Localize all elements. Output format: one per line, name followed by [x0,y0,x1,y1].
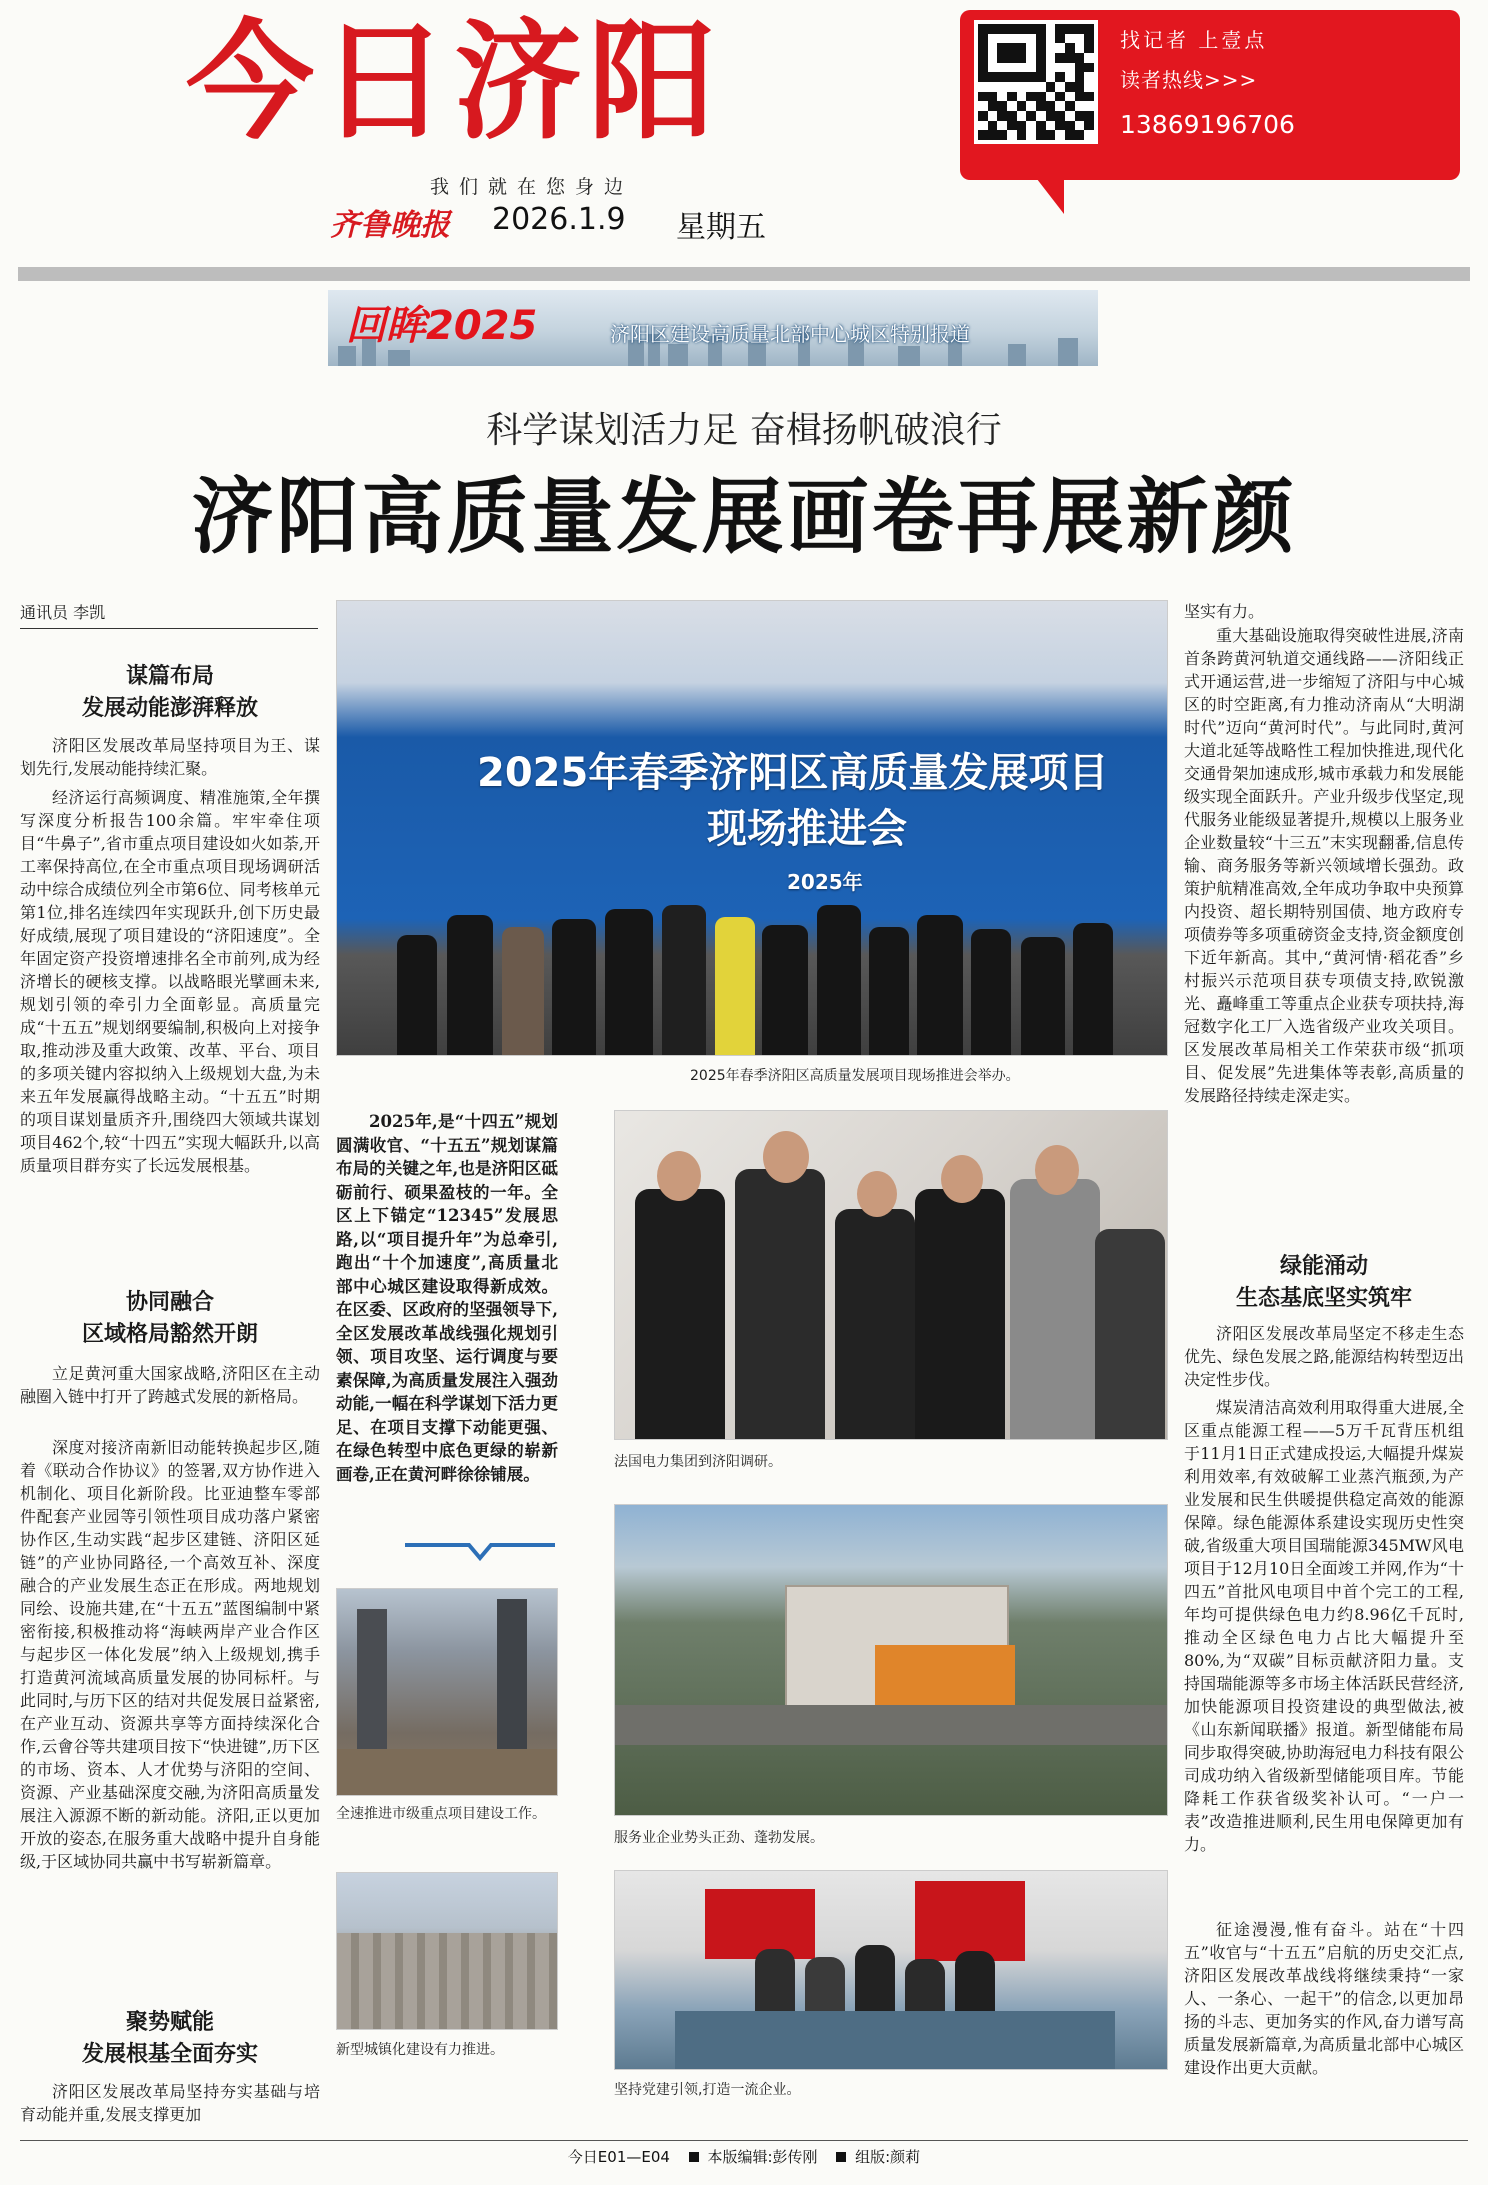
square-bullet-icon [689,2152,699,2162]
section-heading-3-line1: 聚势赋能 [125,2009,214,2035]
hotline-phone[interactable]: 13869196706 [1120,110,1295,139]
masthead-title: 今日济阳 [186,8,723,157]
photo-caption: 2025年春季济阳区高质量发展项目现场推进会举办。 [690,1068,1020,1084]
photo-caption: 坚持党建引领,打造一流企业。 [614,2082,801,2098]
section-heading-3-line2: 发展根基全面夯实 [81,2041,258,2067]
page-footer [0,2146,1488,2172]
footer-layout: 组版:颜莉 [855,2148,921,2166]
section-heading-4-line2: 生态基底坚实筑牢 [1235,1285,1412,1311]
photo-urbanization [336,1872,558,2030]
speech-bubble-tail [1030,170,1064,214]
paragraph: 济阳区发展改革局坚持项目为王、谋划先行,发展动能持续汇聚。 [20,736,320,778]
paragraph: 煤炭清洁高效利用取得重大进展,全区重点能源工程——5万千瓦背压机组于11月1日正式建成投运,大幅提升煤炭利用效率,有效破解工业蒸汽瓶颈,为产业发展和民生供暖提供稳定高效的能源保障。绿色能源体系建设实现历史性突破,省级重大项目国瑞能源345MW风电项目于12月10日全面竣工并网,作为“十四五”首批风电项目中首个完工的工程,年均可提供绿色电力约8.96亿千瓦时,推动全区绿色电力占比大幅提升至80%,为“双碳”目标贡献济阳力量。支持国瑞能源等多市场主体活跃民营经济,加快能源项目投资建设的典型做法,被《山东新闻联播》报道。新型储能布局同步取得突破,协助海冠电力科技有限公司成功纳入省级新型储能项目库。节能降耗工作获省级奖补认可。“一户一表”改造推进顺利,民生用电保障更加有力。 [1184,1398,1464,1854]
paragraph: 济阳区发展改革局坚定不移走生态优先、绿色发展之路,能源结构转型迈出决定性步伐。 [1184,1324,1464,1389]
byline-rule [20,628,318,629]
masthead-rule [18,267,1470,281]
photo-project-construction [336,1588,558,1796]
square-bullet-icon [836,2152,846,2162]
banner-title: 回眸2025 [346,303,538,349]
section-heading-1 [20,660,320,724]
paragraph: 征途漫漫,惟有奋斗。站在“十四五”收官与“十五五”启航的历史交汇点,济阳区发展改革战线将继续秉持“一家人、一条心、一起干”的信念,以更加昂扬的斗志、更加务实的作风,奋力谱写高质量发展新篇章,为高质量北部中心城区建设作出更大贡献。 [1184,1920,1464,2077]
banner-subtitle: 济阳区建设高质量北部中心城区特别报道 [610,322,970,346]
photo-caption: 新型城镇化建设有力推进。 [336,2042,504,2058]
masthead-slogan: 我们就在您身边 [430,176,634,198]
photo-edf-visit [614,1110,1168,1440]
paragraph: 济阳区发展改革局坚持夯实基础与培育动能并重,发展支撑更加 [20,2082,320,2124]
stage-banner-line2: 现场推进会 [707,806,907,852]
qr-tagline: 找记者 上壹点 [1120,28,1268,52]
paper-name-logo: 齐鲁晚报 [330,208,450,243]
buildings-graphic [337,1933,558,2030]
issue-date: 2026.1.9 [492,202,626,237]
article-headline: 济阳高质量发展画卷再展新颜 [191,469,1297,565]
section-heading-3 [20,2006,320,2070]
section-heading-4-line1: 绿能涌动 [1279,1253,1368,1279]
stage-banner-year: 2025年 [787,870,863,894]
photo-caption: 法国电力集团到济阳调研。 [614,1454,782,1470]
road-graphic [615,1705,1168,1745]
paragraph: 经济运行高频调度、精准施策,全年撰写深度分析报告100余篇。牢牢牵住项目“牛鼻子”,省市重点项目建设如火如荼,开工率保持高位,在全市重点项目现场调研活动中综合成绩位列全市第6位、同考核单元第1位,排名连续四年实现跃升,创下历史最好成绩,展现了项目建设的“济阳速度”。全年固定资产投资增速排名全市前列,成为经济增长的硬核支撑。以战略眼光擘画未来,规划引领的牵引力全面彰显。高质量完成“十五五”规划纲要编制,积极向上对接争取,推动涉及重大政策、改革、平台、项目的多项关键内容拟纳入上级规划大盘,为未来五年发展赢得战略主动。“十五五”时期的项目谋划量质齐升,围绕四大领域共谋划项目462个,较“十四五”实现大幅跃升,以高质量项目群夯实了长远发展根基。 [20,788,320,1175]
qr-code-icon[interactable] [974,20,1098,144]
section-heading-2 [20,1286,320,1350]
photo-caption: 全速推进市级重点项目建设工作。 [336,1806,546,1822]
photo-service-enterprise [614,1504,1168,1816]
section-heading-2-line1: 协同融合 [125,1289,214,1315]
section-heading-1-line1: 谋篇布局 [125,663,214,689]
issue-weekday: 星期五 [676,210,766,245]
photo-caption: 服务业企业势头正劲、蓬勃发展。 [614,1830,824,1846]
section-heading-1-line2: 发展动能澎湃释放 [81,695,258,721]
paragraph: 深度对接济南新旧动能转换起步区,随着《联动合作协议》的签署,双方协作进入机制化、项目化新阶段。比亚迪整车零部件配套产业园等引领性项目成功落户紧密协作区,生动实践“起步区建链、济阳区延链”的产业协同路径,一个高效互补、深度融合的产业发展生态正在形成。两地规划同绘、设施共建,在“十五五”蓝图编制中紧密衔接,积极推动将“海峡两岸产业合作区与起步区一体化发展”纳入上级规划,携手打造黄河流域高质量发展的协同标杆。与此同时,与历下区的结对共促发展日益紧密,在产业互动、资源共享等方面持续深化合作,云會谷等共建项目按下“快进键”,历下区的市场、资本、人才优势与济阳的空间、资源、产业基础深度交融,为济阳高质量发展注入源源不断的新动能。济阳,正以更加开放的姿态,在服务重大战略中提升自身能级,于区域协同共赢中书写崭新篇章。 [20,1438,320,1871]
hotline-label: 读者热线>>> [1120,68,1258,92]
photo-project-conference [336,600,1168,1056]
lead-paragraph: 2025年,是“十四五”规划圆满收官、“十五五”规划谋篇布局的关键之年,也是济阳区砥砺前行、硕果盈枝的一年。全区上下锚定“12345”发展思路,以“项目提升年”为总牵引,跑出“十个加速度”,高质量北部中心城区建设取得新成效。在区委、区政府的坚强领导下,全区发展改革战线强化规划引领、项目攻坚、运行调度与要素保障,为高质量发展注入强劲动能,一幅在科学谋划下活力更足、在项目支撑下动能更强、在绿色转型中底色更绿的崭新画卷,正在黄河畔徐徐铺展。 [336,1112,558,1484]
section-heading-2-line2: 区域格局豁然开朗 [81,1321,258,1347]
paragraph: 立足黄河重大国家战略,济阳区在主动融圈入链中打开了跨越式发展的新格局。 [20,1364,320,1406]
section-heading-4 [1184,1250,1464,1314]
party-emblem-wall [705,1889,815,1959]
slogan-wall [915,1881,1025,1961]
stage-banner-line1: 2025年春季济阳区高质量发展项目 [477,750,1109,796]
paragraph: 重大基础设施取得突破性进展,济南首条跨黄河轨道交通线路——济阳线正式开通运营,进一步缩短了济阳与中心城区的时空距离,有力推动济南从“大明湖时代”迈向“黄河时代”。与此同时,黄河大道北延等战略性工程加快推进,现代化交通骨架加速成形,城市承载力和发展能级实现全面跃升。产业升级步伐坚定,现代服务业能级显著提升,规模以上服务业企业数量较“十三五”末实现翻番,信息传输、商务服务等新兴领域增长强劲。政策护航精准高效,全年成功争取中央预算内投资、超长期特别国债、地方政府专项债券等多项重磅资金支持,资金额度创下近年新高。其中,“黄河情·稻花香”乡村振兴示范项目获专项债支持,欧锐激光、矗峰重工等重点企业获专项扶持,海冠数字化工厂入选省级产业攻关项目。区发展改革局相关工作荣获市级“抓项目、促发展”先进集体等表彰,高质量的发展路径持续走深走实。 [1184,626,1464,1105]
paragraph: 坚实有力。 [1184,602,1265,621]
footer-rule [20,2140,1468,2141]
chevron-down-icon [405,1543,555,1561]
article-kicker: 科学谋划活力足 奋楫扬帆破浪行 [486,410,1002,451]
photo-party-building [614,1870,1168,2070]
footer-editor: 本版编辑:彭传刚 [707,2148,818,2166]
byline: 通讯员 李凯 [20,603,106,622]
ground-graphic [337,1749,558,1796]
sand-table-model [675,2011,1115,2070]
footer-pages: 今日E01—E04 [567,2148,670,2166]
